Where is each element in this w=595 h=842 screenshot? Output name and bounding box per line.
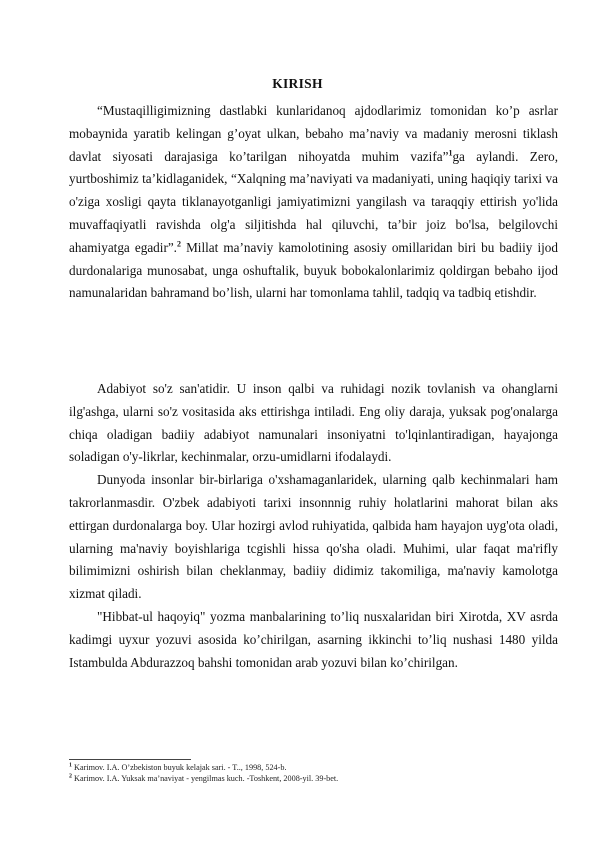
- footnote-item: [69, 773, 558, 784]
- body-text-upper: [69, 100, 558, 305]
- body-text-lower: [69, 378, 558, 674]
- footnote-text: Karimov. I.A. O’zbekiston buyuk kelajak sari. - T.., 1998, 524-b.: [72, 763, 287, 772]
- paragraph-literature: Adabiyot so'z san'atidir. U inson qalbi va ruhidagi nozik tovlanish va ohanglarni ilg'ashga, ularni so'z vositasida aks ettirishga intiladi. Eng oliy daraja, yuksak pog'onalarga chiqa oladigan badiiy adabiyot namunalari insoniyatni to'lqinlantiradigan, hayajonga soladigan o'y-likrlar, kechinmalar, orzu-umidlarni ifodalaydi.: [69, 381, 558, 465]
- footnote-divider: [69, 759, 191, 760]
- page-title: KIRISH: [272, 76, 323, 91]
- paragraph-intro-part2: ga aylandi. Zero, yurtboshimiz ta’kidlaganidek, “Xalqning ma’naviyati va madaniyati, uning haqiqiy tarixi va o'ziga xosligi qayta tiklanayotganligi jamiyatimizni yangilash va taraqqiy ettirish yo'lida muvaffaqiyatli ravishda olg'a siljitishda hal qiluvchi, ta’bir joiz bo'lsa, belgilovchi ahamiyatga egadir”.: [69, 148, 558, 255]
- footnote-ref-2: 2: [176, 239, 181, 249]
- paragraph-intro-quote: [69, 100, 558, 305]
- footnotes: [69, 762, 558, 784]
- paragraph-hibbat: "Hibbat-ul haqoyiq" yozma manbalarining to’liq nusxalaridan biri Xirotda, XV asrda kadimgi uyxur yozuvi asosida ko’chirilgan, asarning ikkinchi to’liq nushasi 1480 yilda Istambulda Abdurazzoq bahshi tomonidan arab yozuvi bilan ko’chirilgan.: [69, 608, 558, 670]
- footnote-text: Karimov. I.A. Yuksak ma’naviyat - yengilmas kuch. -Toshkent, 2008-yil. 39-bet.: [72, 774, 339, 783]
- paragraph-intro-part3: Millat ma’naviy kamolotining asosiy omillaridan biri bu badiiy ijod durdonalariga munosabat, unga oshuftalik, buyuk bobokalonlarimiz qoldirgan bebaho ijod namunalaridan bahramand bo’lish, ularni har tomonlama tahlil, tadqiq va tadbiq etishdir.: [69, 239, 558, 301]
- footnote-number: 2: [69, 773, 72, 780]
- paragraph-people: Dunyoda insonlar bir-birlariga o'xshamaganlaridek, ularning qalb kechinmalari ham takrorlanmasdir. O'zbek adabiyoti tarixi insonnnig ruhiy holatlarini mahorat bilan aks ettirgan durdonalarga boy. Ular hozirgi avlod ruhiyatida, qalbida ham hayajon uyg'ota oladi, ularning ma'naviy boyishlariga tcgishli hissa qo'sha oladi. Muhimi, ular faqat ma'rifly bilimimizni oshirish bilan cheklanmay, badiiy didimiz takomiliga, ma'naviy kamolotga xizmat qiladi.: [69, 472, 558, 602]
- footnote-ref-1: 1: [448, 148, 453, 158]
- footnote-number: 1: [69, 762, 72, 769]
- paragraph-intro-part1: “Mustaqilligimizning dastlabki kunlaridanoq ajdodlarimiz tomonidan ko’p asrlar mobaynida yaratib kelingan g’oyat ulkan, bebaho ma’naviy va madaniy merosni tiklash davlat siyosati darajasiga ko’tarilgan nihoyatda muhim vazifa”: [69, 103, 558, 164]
- footnote-item: [69, 762, 558, 773]
